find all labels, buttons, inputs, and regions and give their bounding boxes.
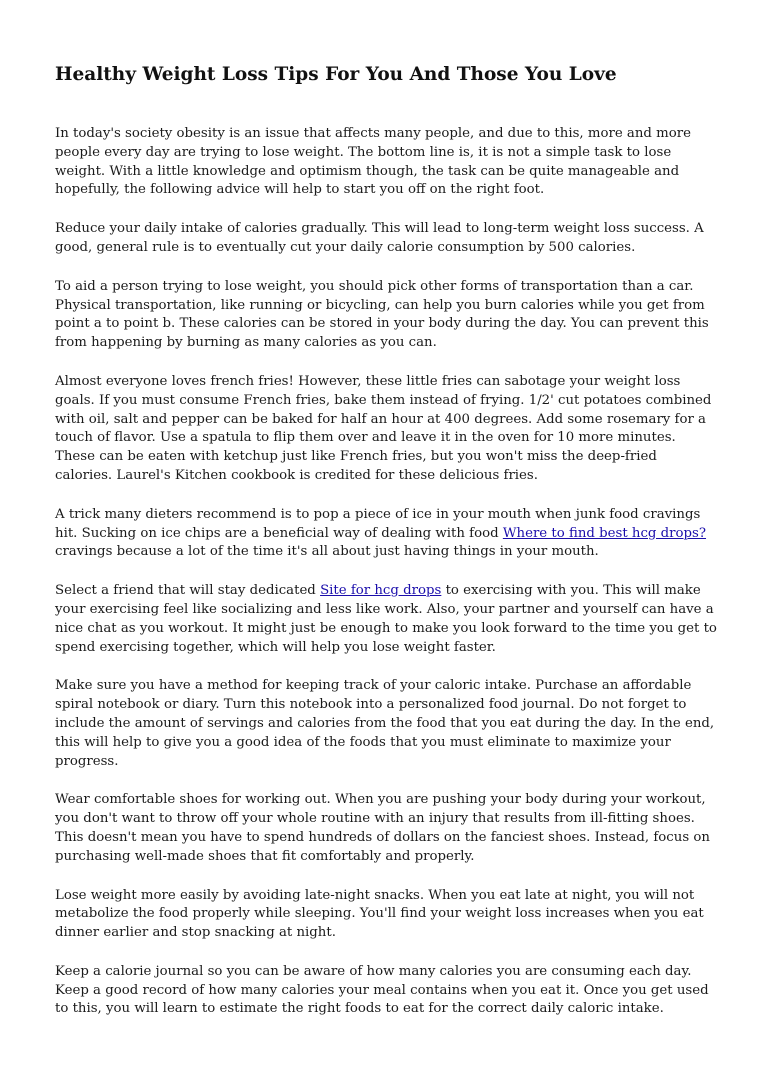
hcg-site-link[interactable]: Site for hcg drops [320, 583, 442, 599]
paragraph-reduce-calories: Reduce your daily intake of calories gradually. This will lead to long-term weight loss success. A good, general rule is to eventually cut your daily calorie consumption by 500 calories. [55, 221, 704, 255]
paragraph-calorie-journal: Keep a calorie journal so you can be aware of how many calories you are consuming each day. Keep a good record of how many calories your meal contains when you eat it. Once you get used to this, you will learn to estimate the right foods to eat for the correct daily caloric intake. [55, 963, 709, 1017]
paragraph-text: to exercising with you. This will make your exercising feel like socializing and less like work. Also, your partner and yourself can have a nice chat as you workout. It might just be enough to make you look forward to the time you get to spend exercising together, which will help you lose weight faster. [55, 583, 717, 655]
paragraph-ice-chips [55, 506, 717, 562]
paragraph-text: A trick many dieters recommend is to pop a piece of ice in your mouth when junk food cravings hit. Sucking on ice chips are a beneficial way of dealing with food [55, 506, 701, 541]
paragraph-comfortable-shoes: Wear comfortable shoes for working out. When you are pushing your body during your workout, you don't want to throw off your whole routine with an injury that results from ill-fitting shoes. This doesn't mean you have to spend hundreds of dollars on the fanciest shoes. Instead, focus on purchasing well-made shoes that fit comfortably and properly. [55, 792, 710, 864]
paragraph-french-fries: Almost everyone loves french fries! However, these little fries can sabotage your weight loss goals. If you must consume French fries, bake them instead of frying. 1/2' cut potatoes combined with oil, salt and pepper can be baked for half an hour at 400 degrees. Add some rosemary for a touch of flavor. Use a spatula to flip them over and leave it in the oven for 10 more minutes. These can be eaten with ketchup just like French fries, but you won't miss the deep-fried calories. Laurel's Kitchen cookbook is credited for these delicious fries. [55, 373, 712, 483]
paragraph-transportation: To aid a person trying to lose weight, you should pick other forms of transportation than a car. Physical transportation, like running or bicycling, can help you burn calories while you get from point a to point b. These calories can be stored in your body during the day. You can prevent this from happening by burning as many calories as you can. [55, 278, 709, 351]
paragraph-text: Select a friend that will stay dedicated [55, 583, 321, 599]
paragraph-caloric-tracking: Make sure you have a method for keeping track of your caloric intake. Purchase an affordable spiral notebook or diary. Turn this notebook into a personalized food journal. Do not forget to include the amount of servings and calories from the food that you eat during the day. In the end, this will help to give you a good idea of the foods that you must eliminate to maximize your progress. [55, 678, 715, 769]
paragraph-intro: In today's society obesity is an issue that affects many people, and due to this, more and more people every day are trying to lose weight. The bottom line is, it is not a simple task to lose weight. With a little knowledge and optimism though, the task can be quite manageable and hopefully, the following advice will help to start you off on the right foot. [55, 126, 692, 198]
hcg-drops-link[interactable]: Where to find best hcg drops? [502, 525, 707, 541]
document-title: Healthy Weight Loss Tips For You And Those You Love [55, 64, 617, 85]
paragraph-exercise-friend [55, 582, 717, 657]
paragraph-late-night-snacks: Lose weight more easily by avoiding late-night snacks. When you eat late at night, you will not metabolize the food properly while sleeping. You'll find your weight loss increases when you eat dinner earlier and stop snacking at night. [55, 887, 704, 941]
document-page [55, 62, 717, 1039]
paragraph-text: cravings because a lot of the time it's all about just having things in your mouth. [55, 544, 599, 560]
